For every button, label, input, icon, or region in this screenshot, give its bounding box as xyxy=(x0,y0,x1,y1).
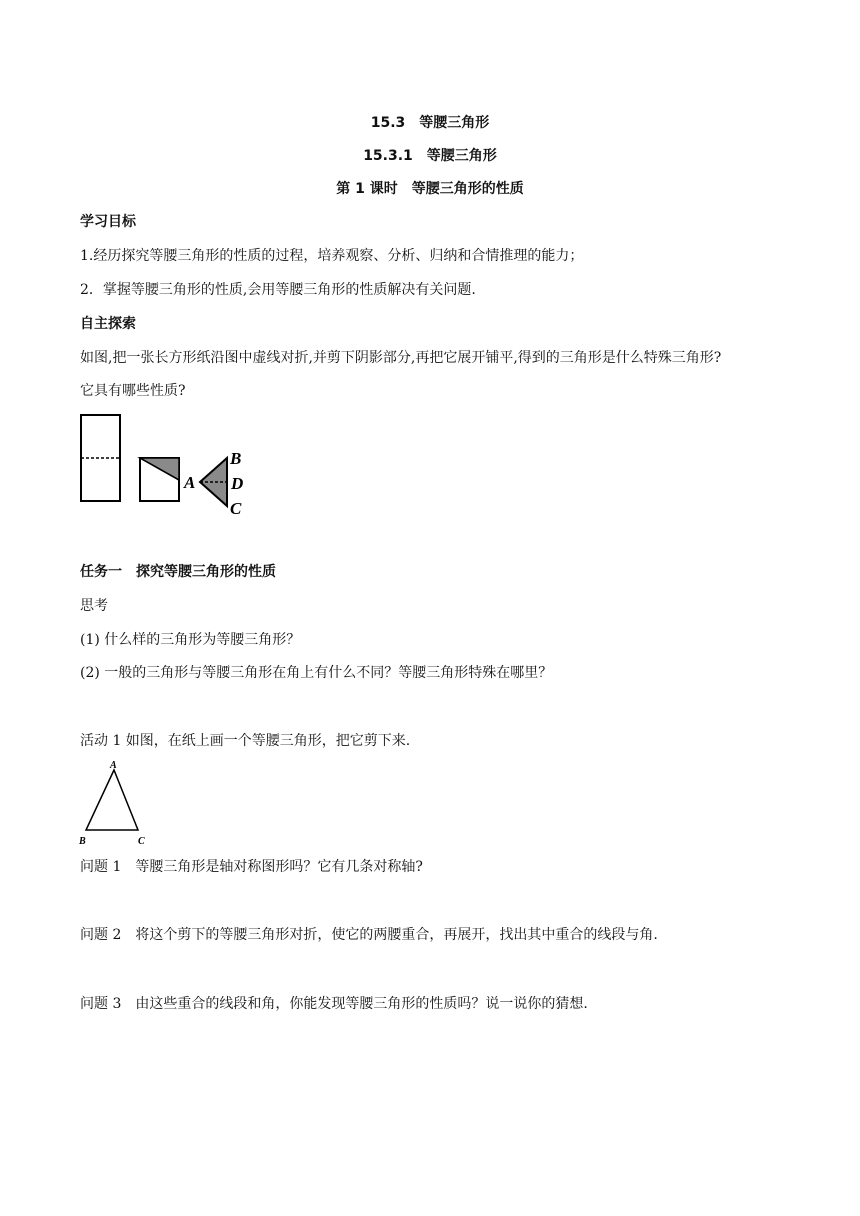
explore-heading: 自主探索 xyxy=(80,316,136,332)
isosceles-triangle-figure xyxy=(76,758,156,850)
explore-paragraph: 如图,把一张长方形纸沿图中虚线对折,并剪下阴影部分,再把它展开铺平,得到的三角形是什么特殊三角形? xyxy=(80,350,722,366)
label-A: A xyxy=(184,473,196,492)
label-B: B xyxy=(79,836,86,847)
label-C: C xyxy=(138,836,145,847)
label-C: C xyxy=(230,499,242,518)
question-2: 问题 2 将这个剪下的等腰三角形对折，使它的两腰重合，再展开，找出其中重合的线段与角. xyxy=(80,927,658,943)
task1-heading: 任务一 探究等腰三角形的性质 xyxy=(80,564,276,580)
isosceles-triangle xyxy=(86,770,138,830)
objective-item: 1.经历探究等腰三角形的性质的过程，培养观察、分析、归纳和合情推理的能力； xyxy=(80,248,584,264)
think-question: (1) 什么样的三角形为等腰三角形？ xyxy=(80,632,301,648)
question-3: 问题 3 由这些重合的线段和角，你能发现等腰三角形的性质吗？说一说你的猜想. xyxy=(80,996,588,1012)
think-question: (2) 一般的三角形与等腰三角形在角上有什么不同？等腰三角形特殊在哪里？ xyxy=(80,665,553,681)
activity1-text: 活动 1 如图，在纸上画一个等腰三角形，把它剪下来. xyxy=(80,733,411,749)
lesson-title: 第 1 课时 等腰三角形的性质 xyxy=(336,181,524,197)
label-A: A xyxy=(110,760,117,771)
section-subtitle: 15.3.1 等腰三角形 xyxy=(363,148,497,164)
objectives-heading: 学习目标 xyxy=(80,214,136,230)
question-1: 问题 1 等腰三角形是轴对称图形吗？它有几条对称轴? xyxy=(80,859,423,875)
page-title: 15.3 等腰三角形 xyxy=(370,115,490,131)
explore-paragraph: 它具有哪些性质? xyxy=(80,383,186,399)
objective-item: 2．掌握等腰三角形的性质,会用等腰三角形的性质解决有关问题. xyxy=(80,282,476,298)
label-D: D xyxy=(231,474,244,493)
label-B: B xyxy=(230,449,242,468)
think-label: 思考 xyxy=(80,598,108,614)
folding-figure xyxy=(74,408,264,523)
